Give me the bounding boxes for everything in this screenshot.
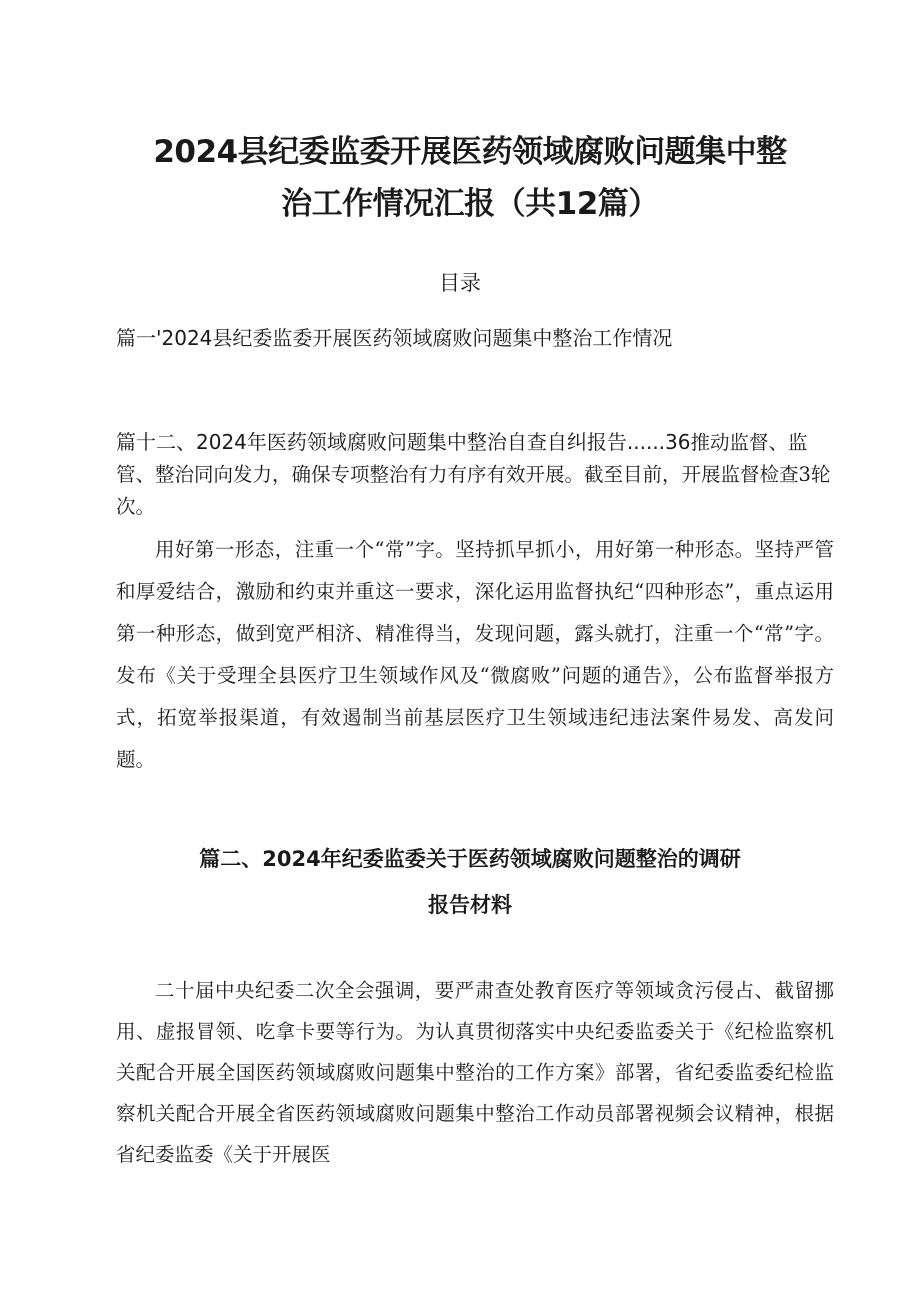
toc-entry-12-block (116, 426, 836, 523)
toc-heading: 目录 (439, 271, 481, 295)
document-title (120, 126, 820, 230)
toc-entry-1: 篇一'2024县纪委监委开展医药领域腐败问题集中整治工作情况 (116, 326, 673, 350)
toc-entry-12-continuation: 推动监督、监管、整治同向发力，确保专项整治有力有序有效开展。截至目前，开展监督检查3轮次。 (116, 431, 831, 518)
document-title-line-1: 2024县纪委监委开展医药领域腐败问题集中整 (153, 134, 787, 170)
section-2-title (120, 836, 820, 928)
document-title-line-2: 治工作情况汇报（共12篇） (281, 186, 659, 222)
body-paragraph-1: 用好第一形态，注重一个“常”字。坚持抓早抓小，用好第一种形态。坚持严管和厚爱结合，激励和约束并重这一要求，深化运用监督执纪“四种形态”，重点运用第一种形态，做到宽严相济、精准得当，发现问题，露头就打，注重一个“常”字。发布《关于受理全县医疗卫生领域作风及“微腐败”问题的通告》，公布监督举报方式，拓宽举报渠道，有效遏制当前基层医疗卫生领域违纪违法案件易发、高发问题。 (116, 538, 834, 771)
toc-entry-12: 篇十二、2024年医药领域腐败问题集中整治自查自纠报告......36 (116, 430, 691, 454)
body-paragraph-2: 二十届中央纪委二次全会强调，要严肃查处教育医疗等领域贪污侵占、截留挪用、虚报冒领、吃拿卡要等行为。为认真贯彻落实中央纪委监委关于《纪检监察机关配合开展全国医药领域腐败问题集中整治的工作方案》部署，省纪委监委纪检监察机关配合开展全省医药领域腐败问题集中整治工作动员部署视频会议精神，根据省纪委监委《关于开展医 (116, 979, 834, 1166)
section-2-title-line-1: 篇二、2024年纪委监委关于医药领域腐败问题整治的调研 (199, 847, 741, 871)
section-2-title-line-2: 报告材料 (428, 893, 512, 917)
